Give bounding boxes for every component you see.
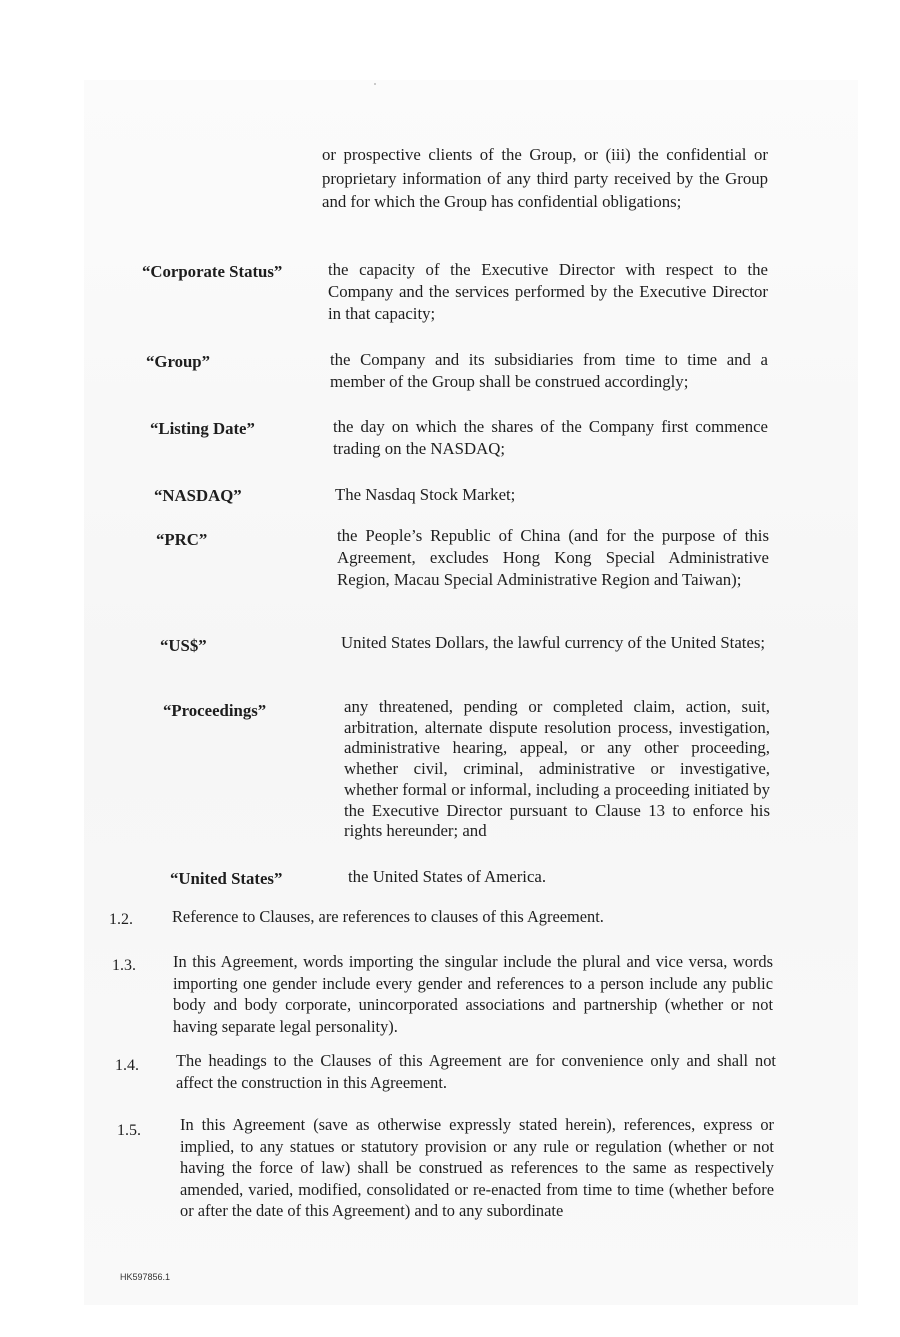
definition-term-proceedings: “Proceedings” (163, 701, 267, 720)
definition-text-united-states: the United States of America. (348, 867, 547, 886)
definition-text-nasdaq: The Nasdaq Stock Market; (335, 485, 516, 504)
continuation-text: or prospective clients of the Group, or (iii) the confidential or proprietary information of any third party received by the Group and for which the Group has confidential obligations; (322, 145, 768, 211)
clause-number-1-2: 1.2. (109, 911, 133, 928)
clause-text-1-5: In this Agreement (save as otherwise expressly stated herein), references, express or implied, to any statues or statutory provision or any rule or regulation (whether or not having the force of law) shall be construed as references to the same as respectively amended, varied, modified, consolidated or re-enacted from time to time (whether before or after the date of this Agreement) and to any subordinate (180, 1115, 774, 1220)
document-reference: HK597856.1 (120, 1272, 171, 1282)
definition-term-united-states: “United States” (170, 869, 283, 888)
clause-number-1-3: 1.3. (112, 957, 136, 974)
definition-term-nasdaq: “NASDAQ” (154, 486, 242, 505)
definition-text-usd: United States Dollars, the lawful currency of the United States; (341, 633, 766, 652)
clause-number-1-5: 1.5. (117, 1122, 141, 1139)
definition-term-prc: “PRC” (156, 530, 208, 549)
definition-term-listing-date: “Listing Date” (150, 419, 255, 438)
definition-text-group: the Company and its subsidiaries from time to time and a member of the Group shall be construed accordingly; (330, 350, 768, 391)
definition-term-group: “Group” (146, 352, 211, 371)
clause-text-1-2: Reference to Clauses, are references to clauses of this Agreement. (172, 907, 604, 926)
definition-text-corporate-status: the capacity of the Executive Director with respect to the Company and the services performed by the Executive Director in that capacity; (328, 260, 768, 323)
definition-text-listing-date: the day on which the shares of the Company first commence trading on the NASDAQ; (333, 417, 768, 458)
definition-text-proceedings: any threatened, pending or completed claim, action, suit, arbitration, alternate dispute resolution process, investigation, administrative hearing, appeal, or any other proceeding, whether civil, criminal, administrative or investigative, whether formal or informal, including a proceeding initiated by the Executive Director pursuant to Clause 13 to enforce his rights hereunder; and (344, 697, 770, 841)
definition-term-usd: “US$” (160, 636, 207, 655)
definition-term-corporate-status: “Corporate Status” (142, 262, 283, 281)
clause-text-1-4: The headings to the Clauses of this Agreement are for convenience only and shall not affect the construction in this Agreement. (176, 1051, 776, 1092)
clause-text-1-3: In this Agreement, words importing the singular include the plural and vice versa, words importing one gender include every gender and references to a person include any public body and body corporate, unincorporated associations and partnership (whether or not having separate legal personality). (173, 952, 773, 1036)
definition-text-prc: the People’s Republic of China (and for the purpose of this Agreement, excludes Hong Kong Special Administrative Region, Macau Special Administrative Region and Taiwan); (337, 526, 769, 589)
clause-number-1-4: 1.4. (115, 1057, 139, 1074)
